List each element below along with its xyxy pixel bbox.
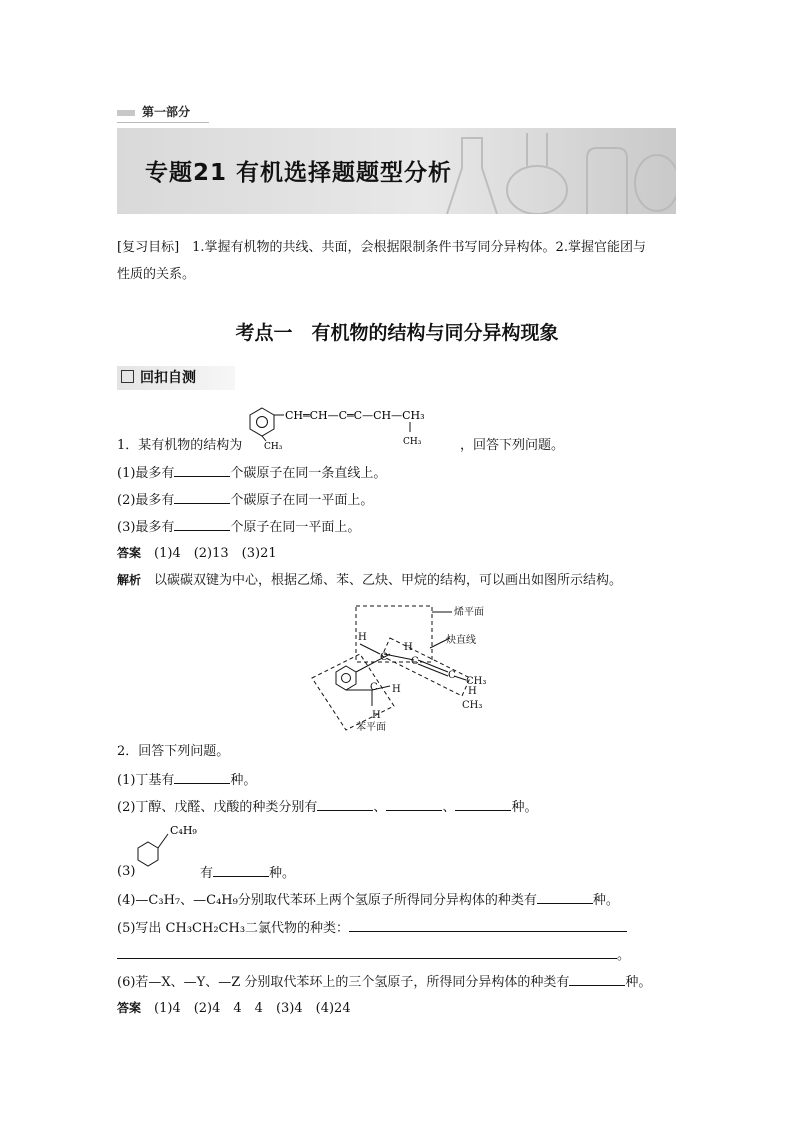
q2-part5-continued: 。 — [117, 944, 630, 966]
part-label: 第一部分 — [117, 102, 209, 123]
svg-text:炔直线: 炔直线 — [446, 635, 476, 646]
q2-part1: (1)丁基有 种。 — [117, 769, 256, 791]
answer-blank[interactable] — [213, 862, 269, 877]
answer-blank[interactable] — [317, 796, 373, 811]
q1-answer: 答案 (1)4 (2)13 (3)21 — [117, 546, 277, 561]
q1-stem-suffix: ，回答下列问题。 — [460, 438, 565, 453]
q2-answer: 答案 (1)4 (2)4 4 4 (3)4 (4)24 — [117, 1001, 351, 1016]
answer-blank[interactable] — [174, 516, 230, 531]
q1-planes-figure — [300, 598, 510, 738]
q1-stem: 1．某有机物的结构为 — [117, 438, 243, 453]
title-banner — [117, 128, 676, 214]
svg-text:苯平面: 苯平面 — [356, 722, 386, 733]
checkbox-icon — [121, 370, 134, 383]
svg-text:C: C — [448, 670, 456, 681]
figure-benzene-ring-icon — [336, 666, 356, 690]
benzene-ring-icon — [250, 408, 274, 436]
q2-part4: (4)—C₃H₇、—C₄H₉分别取代苯环上两个氢原子所得同分异构体的种类有 种。 — [117, 889, 619, 911]
svg-text:H: H — [392, 684, 401, 695]
section-title: 考点一 有机物的结构与同分异构现象 — [235, 322, 559, 344]
part-mark-icon — [117, 110, 135, 116]
review-goals: [复习目标] 1.掌握有机物的共线、共面，会根据限制条件书写同分异构体。2.掌握官能团与 性质的关系。 — [117, 240, 646, 282]
svg-text:H: H — [372, 710, 381, 721]
q2-part3-number: (3) — [117, 864, 136, 879]
alkene-plane-box — [356, 606, 432, 662]
svg-text:H: H — [358, 632, 367, 643]
q2-stem: 2．回答下列问题。 — [117, 744, 230, 759]
answer-blank[interactable] — [174, 769, 230, 784]
svg-text:C₄H₉: C₄H₉ — [170, 824, 197, 837]
benzene-ring-icon — [138, 842, 158, 866]
q2-part5: (5)写出 CH₃CH₂CH₃二氯代物的种类： — [117, 917, 627, 939]
answer-blank[interactable] — [174, 489, 230, 504]
answer-blank[interactable] — [117, 944, 617, 959]
formula-main: CH═CH—C═C—CH—CH₃ — [285, 409, 425, 422]
answer-blank[interactable] — [569, 971, 625, 986]
svg-text:烯平面: 烯平面 — [454, 607, 484, 618]
answer-blank[interactable] — [386, 796, 442, 811]
formula-ring-methyl: CH₃ — [264, 442, 283, 452]
q1-part2: (2)最多有 个碳原子在同一平面上。 — [117, 489, 373, 511]
q1-part1: (1)最多有 个碳原子在同一条直线上。 — [117, 462, 386, 484]
benzene-plane-box — [312, 654, 394, 730]
svg-text:H: H — [404, 642, 413, 653]
answer-blank[interactable] — [537, 889, 593, 904]
answer-blank[interactable] — [349, 917, 627, 932]
sub-heading: 回扣自测 — [117, 366, 235, 390]
answer-blank[interactable] — [455, 796, 511, 811]
svg-text:CH₃: CH₃ — [466, 676, 487, 687]
q2-part6: (6)若—X、—Y、—Z 分别取代苯环上的三个氢原子，所得同分异构体的种类有 种。 — [117, 971, 651, 993]
page-title: 专题21 有机选择题题型分析 — [145, 160, 453, 186]
formula-branch-methyl: CH₃ — [403, 437, 422, 447]
q1-structure-formula — [248, 404, 468, 452]
svg-text:C: C — [370, 682, 378, 693]
q1-part3: (3)最多有 个原子在同一平面上。 — [117, 516, 360, 538]
q2-part2: (2)丁醇、戊醛、戊酸的种类分别有 、 、 种。 — [117, 796, 537, 818]
q2-part3: 有 种。 — [200, 862, 295, 884]
svg-text:C: C — [380, 652, 388, 663]
svg-text:H: H — [468, 686, 477, 697]
answer-blank[interactable] — [174, 462, 230, 477]
svg-text:CH₃: CH₃ — [462, 700, 483, 711]
q1-analysis: 解析 以碳碳双键为中心，根据乙烯、苯、乙炔、甲烷的结构，可以画出如图所示结构。 — [117, 573, 623, 588]
svg-text:C: C — [411, 656, 419, 667]
